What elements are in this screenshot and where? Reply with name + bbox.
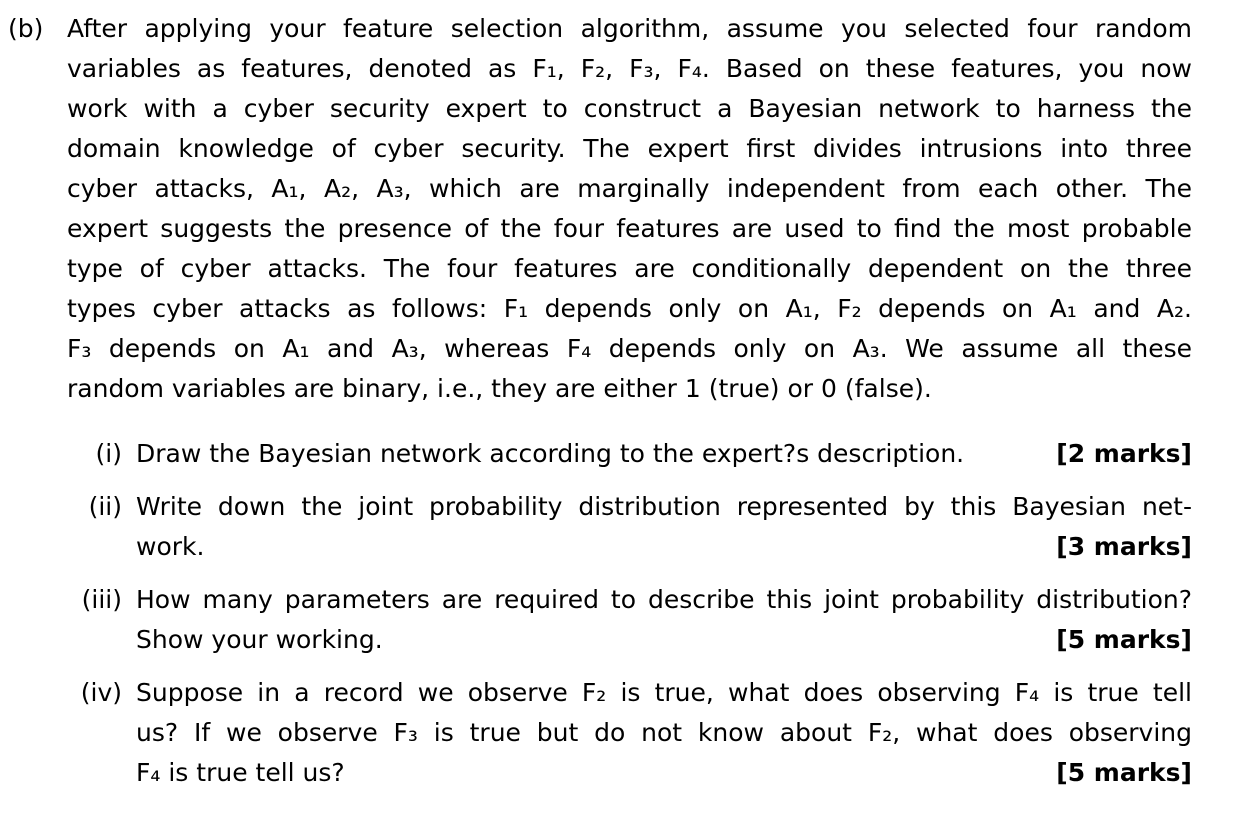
paragraph-line: work with a cyber security expert to construct a Bayesian network to harness the (67, 94, 1192, 123)
marks-label: [3 marks] (1056, 532, 1192, 561)
question-label: (iii) (81, 585, 122, 614)
question-text-line: work. (136, 532, 205, 561)
question-text-line: Write down the joint probability distribution represented by this Bayesian net- (136, 492, 1192, 521)
question-text-line: Draw the Bayesian network according to the expert?s description. (136, 439, 965, 468)
paragraph-line: cyber attacks, A₁, A₂, A₃, which are marginally independent from each other. The (67, 174, 1192, 203)
paragraph-line: types cyber attacks as follows: F₁ depends only on A₁, F₂ depends on A₁ and A₂. (67, 294, 1192, 323)
paragraph-line: expert suggests the presence of the four features are used to find the most probable (67, 214, 1192, 243)
paragraph-line: After applying your feature selection algorithm, assume you selected four random (67, 14, 1192, 43)
paragraph-line: type of cyber attacks. The four features are conditionally dependent on the three (67, 254, 1192, 283)
question-text-line: Show your working. (136, 625, 383, 654)
question-label: (iv) (80, 678, 122, 707)
question-text-line: us? If we observe F₃ is true but do not know about F₂, what does observing (136, 718, 1192, 747)
question-text-line: F₄ is true tell us? (136, 758, 345, 787)
paragraph-line: F₃ depends on A₁ and A₃, whereas F₄ depends only on A₃. We assume all these (67, 334, 1192, 363)
marks-label: [5 marks] (1056, 758, 1192, 787)
question-label: (ii) (88, 492, 122, 521)
question-text-line: How many parameters are required to describe this joint probability distribution? (136, 585, 1192, 614)
paragraph-line: domain knowledge of cyber security. The expert first divides intrusions into three (67, 134, 1192, 163)
paragraph-line: variables as features, denoted as F₁, F₂, F₃, F₄. Based on these features, you now (67, 54, 1192, 83)
paragraph-line: random variables are binary, i.e., they are either 1 (true) or 0 (false). (67, 374, 932, 403)
question-label: (i) (95, 439, 122, 468)
marks-label: [5 marks] (1056, 625, 1192, 654)
marks-label: [2 marks] (1056, 439, 1192, 468)
question-text-line: Suppose in a record we observe F₂ is true, what does observing F₄ is true tell (136, 678, 1192, 707)
part-label: (b) (8, 14, 44, 43)
